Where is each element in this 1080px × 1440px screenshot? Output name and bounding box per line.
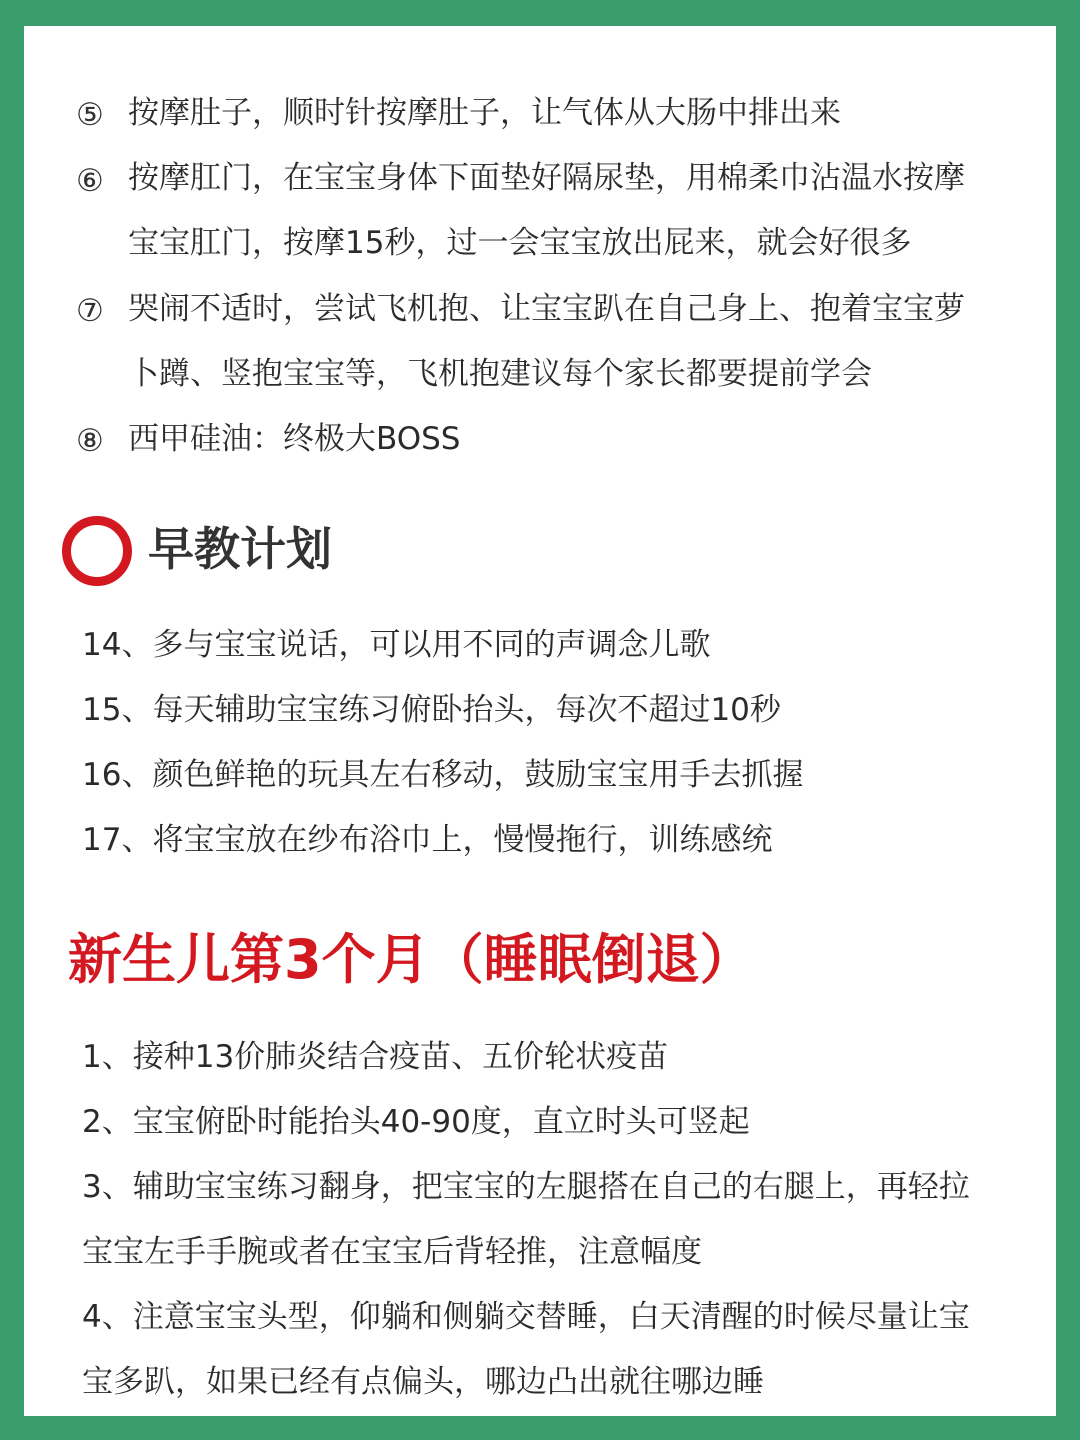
month-3-item-2: 2、宝宝俯卧时能抬头40-90度，直立时头可竖起 [82,1104,750,1140]
month-3-item-1: 1、接种13价肺炎结合疫苗、五价轮状疫苗 [82,1039,669,1075]
section-circle-icon [62,516,132,586]
month-3-heading: 新生儿第3个月（睡眠倒退） [68,928,754,991]
early-education-item-14: 14、多与宝宝说话，可以用不同的声调念儿歌 [82,627,711,663]
section-title-early-education: 早教计划 [148,522,332,576]
month-3-item-3-line-1: 3、辅助宝宝练习翻身，把宝宝的左腿搭在自己的右腿上，再轻拉 [82,1169,970,1205]
early-education-item-16: 16、颜色鲜艳的玩具左右移动，鼓励宝宝用手去抓握 [82,757,804,793]
tip-8-marker: ⑧ [76,423,104,459]
tip-6-line-1: 按摩肛门，在宝宝身体下面垫好隔尿垫，用棉柔巾沾温水按摩 [128,160,965,196]
tip-7-line-2: 卜蹲、竖抱宝宝等，飞机抱建议每个家长都要提前学会 [128,356,872,392]
tip-7-marker: ⑦ [76,293,104,329]
early-education-item-15: 15、每天辅助宝宝练习俯卧抬头，每次不超过10秒 [82,692,781,728]
tip-8-line-1: 西甲硅油：终极大BOSS [128,421,461,457]
content-card [24,26,1056,1416]
early-education-item-17: 17、将宝宝放在纱布浴巾上，慢慢拖行，训练感统 [82,822,773,858]
tip-6-line-2: 宝宝肛门，按摩15秒，过一会宝宝放出屁来，就会好很多 [128,225,912,261]
month-3-item-4-line-2: 宝多趴，如果已经有点偏头，哪边凸出就往哪边睡 [82,1364,764,1400]
tip-5-line-1: 按摩肚子，顺时针按摩肚子，让气体从大肠中排出来 [128,95,841,131]
month-3-item-4-line-1: 4、注意宝宝头型，仰躺和侧躺交替睡，白天清醒的时候尽量让宝 [82,1299,970,1335]
month-3-item-3-line-2: 宝宝左手手腕或者在宝宝后背轻推，注意幅度 [82,1234,702,1270]
tip-7-line-1: 哭闹不适时，尝试飞机抱、让宝宝趴在自己身上、抱着宝宝萝 [128,291,965,327]
tip-5-marker: ⑤ [76,97,104,133]
tip-6-marker: ⑥ [76,163,104,199]
